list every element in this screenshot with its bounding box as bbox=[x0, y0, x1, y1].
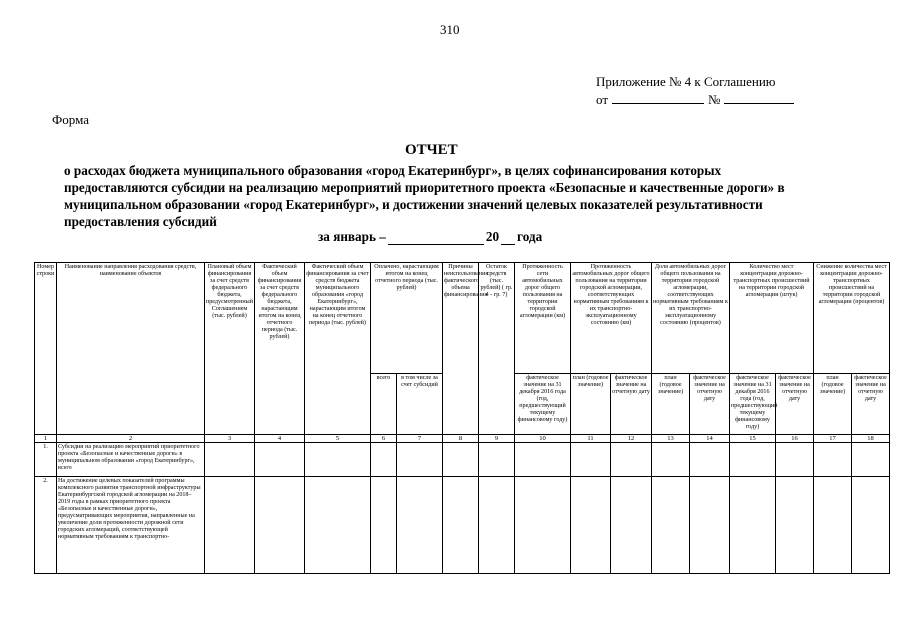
appendix-block bbox=[596, 73, 794, 109]
report-title: ОТЧЕТ bbox=[405, 142, 458, 158]
header-accident-spots: Количество мест концентрации дорожно-транспортных происшествий на территории городской агломерации (штук) bbox=[730, 263, 814, 374]
table-row bbox=[35, 477, 890, 574]
appendix-number-blank bbox=[724, 91, 794, 104]
appendix-date-line bbox=[596, 91, 794, 109]
appendix-title: Приложение № 4 к Соглашению bbox=[596, 74, 776, 89]
header-compliant-length: Протяженность автомобильных дорог общего пользования на территории городской агломерации, соответствующих нормативным требованиям к их транспортно-эксплуатационному состоянию (км) bbox=[571, 263, 652, 374]
report-period bbox=[318, 229, 542, 245]
column-number: 12 bbox=[611, 435, 652, 443]
report-table bbox=[34, 262, 890, 574]
appendix-from-label: от bbox=[596, 92, 609, 107]
column-number: 9 bbox=[479, 435, 515, 443]
header-paid-total: всего bbox=[371, 374, 397, 435]
row-name: На достижение целевых показателей программы комплексного развития транспортной инфраструктуры Екатеринбургской городской агломерации на 2018–2019 годы в рамках приоритетного проекта «Безопасные и качественные дороги», предусматривающих мероприятия, направленные на увеличение доли протяженности дорожной сети городских агломераций, соответствующей нормативным требованиям к транспортно- bbox=[57, 477, 205, 574]
period-prefix: за январь – bbox=[318, 229, 386, 244]
column-number: 10 bbox=[515, 435, 571, 443]
appendix-date-blank bbox=[612, 91, 704, 104]
column-number: 1 bbox=[35, 435, 57, 443]
column-number: 7 bbox=[397, 435, 443, 443]
page-number: 310 bbox=[440, 22, 460, 37]
header-row-number: Номер строки bbox=[35, 263, 57, 435]
report-subtitle bbox=[64, 162, 824, 230]
column-number-row bbox=[35, 435, 890, 443]
row-number: 2. bbox=[35, 477, 57, 574]
header-actual-municipal: Фактический объем финансирования за счет средств бюджета муниципального образования «город Екатеринбург», нарастающим итогом на конец отчетного периода (тыс. рублей) bbox=[305, 263, 371, 435]
header-planned-volume: Плановый объем финансирования за счет средств федерального бюджета, предусмотренный Соглашением (тыс. рублей) bbox=[205, 263, 255, 435]
column-number: 13 bbox=[652, 435, 690, 443]
column-number: 3 bbox=[205, 435, 255, 443]
appendix-number-label: № bbox=[708, 92, 721, 107]
header-spots-fact-2016: фактическое значение на 31 декабря 2016 года (год, предшествующий текущему финансовому году) bbox=[730, 374, 776, 435]
column-number: 17 bbox=[814, 435, 852, 443]
header-network-length: Протяженность сети автомобильных дорог общего пользования на территории городской агломерации (км) bbox=[515, 263, 571, 374]
header-length-fact: фактическое значение на отчетную дату bbox=[611, 374, 652, 435]
header-accident-reduction: Снижение количества мест концентрации дорожно-транспортных происшествий на территории городской агломерации (процентов) bbox=[814, 263, 890, 374]
row-number: 1. bbox=[35, 443, 57, 477]
header-actual-federal: Фактический объем финансирования за счет средств федерального бюджета, нарастающим итогом на конец отчетного периода (тыс. рублей) bbox=[255, 263, 305, 435]
table-row bbox=[35, 443, 890, 477]
header-compliant-share: Доля автомобильных дорог общего пользования на территории городской агломерации, соответствующих нормативным требованиям к их транспортно-эксплуатационному состоянию (процентов) bbox=[652, 263, 730, 374]
column-number: 2 bbox=[57, 435, 205, 443]
header-direction-name: Наименование направления расходования средств, наименование объектов bbox=[57, 263, 205, 435]
column-number: 14 bbox=[690, 435, 730, 443]
period-year-prefix: 20 bbox=[485, 229, 500, 244]
header-share-fact: фактическое значение на отчетную дату bbox=[690, 374, 730, 435]
period-year-blank bbox=[501, 232, 515, 245]
column-number: 16 bbox=[776, 435, 814, 443]
column-number: 11 bbox=[571, 435, 611, 443]
header-paid-subsidy: в том числе за счет субсидий bbox=[397, 374, 443, 435]
header-spots-fact: фактическое значение на отчетную дату bbox=[776, 374, 814, 435]
header-length-plan: план (годовое значение) bbox=[571, 374, 611, 435]
period-month-blank bbox=[388, 232, 484, 245]
header-paid: Оплачено, нарастающим итогом на конец отчетного периода (тыс. рублей) bbox=[371, 263, 443, 374]
column-number: 15 bbox=[730, 435, 776, 443]
header-unused-reasons: Причины неиспользования фактического объема финансирования bbox=[443, 263, 479, 435]
header-reduction-fact: фактическое значение на отчетную дату bbox=[852, 374, 890, 435]
header-network-fact: фактическое значение на 31 декабря 2016 года (год, предшествующий текущему финансовому году) bbox=[515, 374, 571, 435]
column-number: 18 bbox=[852, 435, 890, 443]
header-share-plan: план (годовое значение) bbox=[652, 374, 690, 435]
column-number: 5 bbox=[305, 435, 371, 443]
row-name: Субсидии на реализацию мероприятий приоритетного проекта «Безопасные и качественные дороги» в муниципальном образовании «город Екатеринбург», всего bbox=[57, 443, 205, 477]
report-subtitle-text: о расходах бюджета муниципального образования «город Екатеринбург», в целях софинансирования которых предоставляются субсидии на реализацию мероприятий приоритетного проекта «Безопасные и качественные дороги» в муниципальном образовании «город Екатеринбург», и достижении значений целевых показателей результативности предоставления субсидий bbox=[64, 163, 785, 229]
column-number: 8 bbox=[443, 435, 479, 443]
form-label: Форма bbox=[52, 112, 89, 127]
header-balance: Остаток средств (тыс. рублей) ( гр. 4 - гр. 7) bbox=[479, 263, 515, 435]
column-number: 6 bbox=[371, 435, 397, 443]
header-reduction-plan: план (годовое значение) bbox=[814, 374, 852, 435]
period-year-suffix: года bbox=[517, 229, 543, 244]
column-number: 4 bbox=[255, 435, 305, 443]
